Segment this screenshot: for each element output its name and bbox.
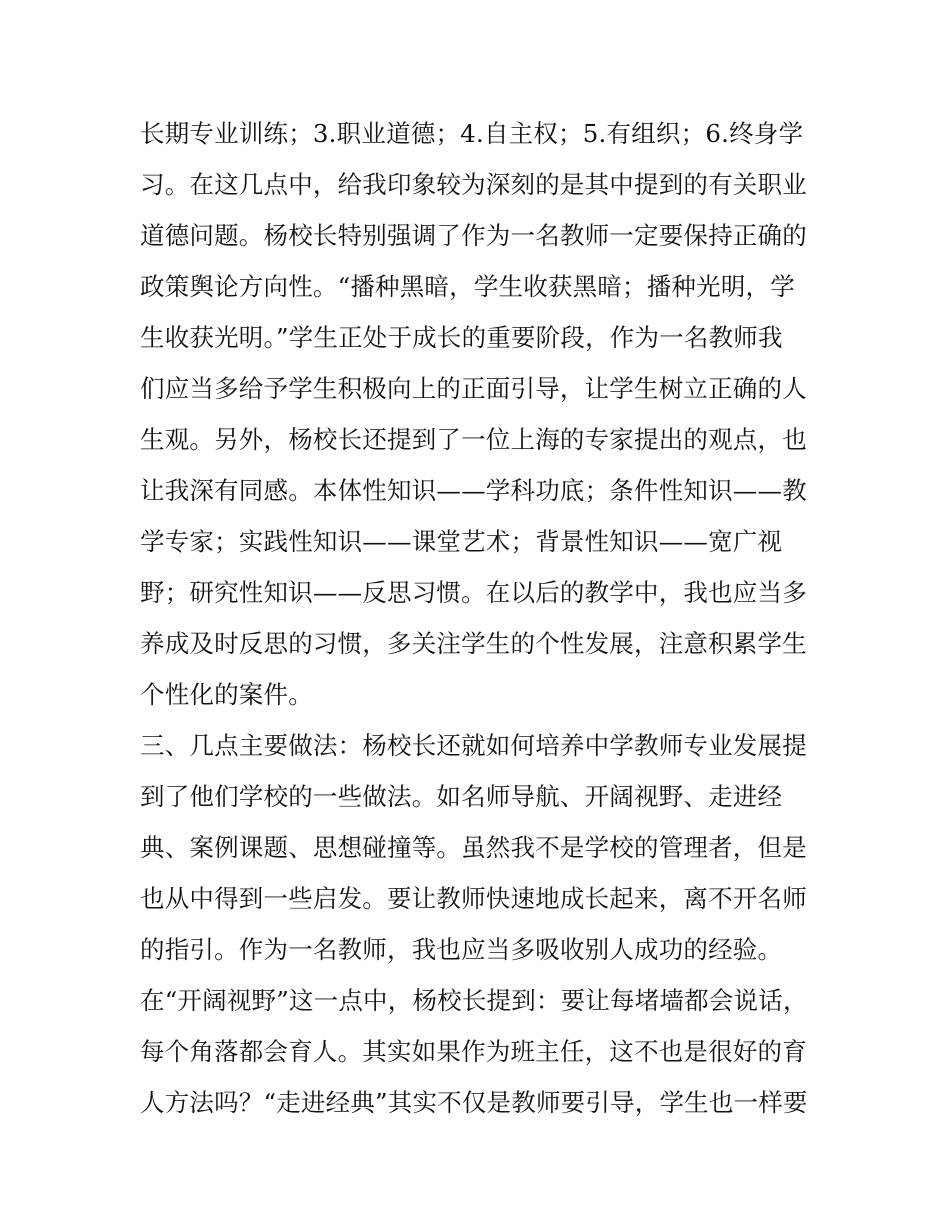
text-line: 个性化的案件。 <box>140 680 313 709</box>
text-line: 生收获光明。”学生正处于成长的重要阶段，作为一名教师我 <box>140 323 783 352</box>
text-line: 道德问题。杨校长特别强调了作为一名教师一定要保持正确的 <box>140 221 807 250</box>
text-line: 们应当多给予学生积极向上的正面引导，让学生树立正确的人 <box>140 374 807 403</box>
text-line: 也从中得到一些启发。要让教师快速地成长起来，离不开名师 <box>140 884 807 913</box>
text-line: 学专家；实践性知识——课堂艺术；背景性知识——宽广视 <box>140 527 783 556</box>
body-text <box>140 108 820 1128</box>
text-line: 养成及时反思的习惯，多关注学生的个性发展，注意积累学生 <box>140 629 807 658</box>
text-line: 典、案例课题、思想碰撞等。虽然我不是学校的管理者，但是 <box>140 833 807 862</box>
text-line: 在“开阔视野”这一点中，杨校长提到：要让每堵墙都会说话， <box>140 986 808 1015</box>
text-line: 长期专业训练；3.职业道德；4.自主权；5.有组织；6.终身学 <box>140 119 804 148</box>
text-line: 的指引。作为一名教师，我也应当多吸收别人成功的经验。 <box>140 935 783 964</box>
text-line: 习。在这几点中，给我印象较为深刻的是其中提到的有关职业 <box>140 170 807 199</box>
text-line: 让我深有同感。本体性知识——学科功底；条件性知识——教 <box>140 476 807 505</box>
text-line: 政策舆论方向性。“播种黑暗，学生收获黑暗；播种光明，学 <box>140 272 795 301</box>
text-line: 每个角落都会育人。其实如果作为班主任，这不也是很好的育 <box>140 1037 807 1066</box>
text-line: 生观。另外，杨校长还提到了一位上海的专家提出的观点，也 <box>140 425 807 454</box>
text-line: 到了他们学校的一些做法。如名师导航、开阔视野、走进经 <box>140 782 783 811</box>
text-line: 三、几点主要做法：杨校长还就如何培养中学教师专业发展提 <box>140 731 807 760</box>
text-line: 野；研究性知识——反思习惯。在以后的教学中，我也应当多 <box>140 578 807 607</box>
text-line: 人方法吗？“走进经典”其实不仅是教师要引导，学生也一样要 <box>140 1088 808 1117</box>
